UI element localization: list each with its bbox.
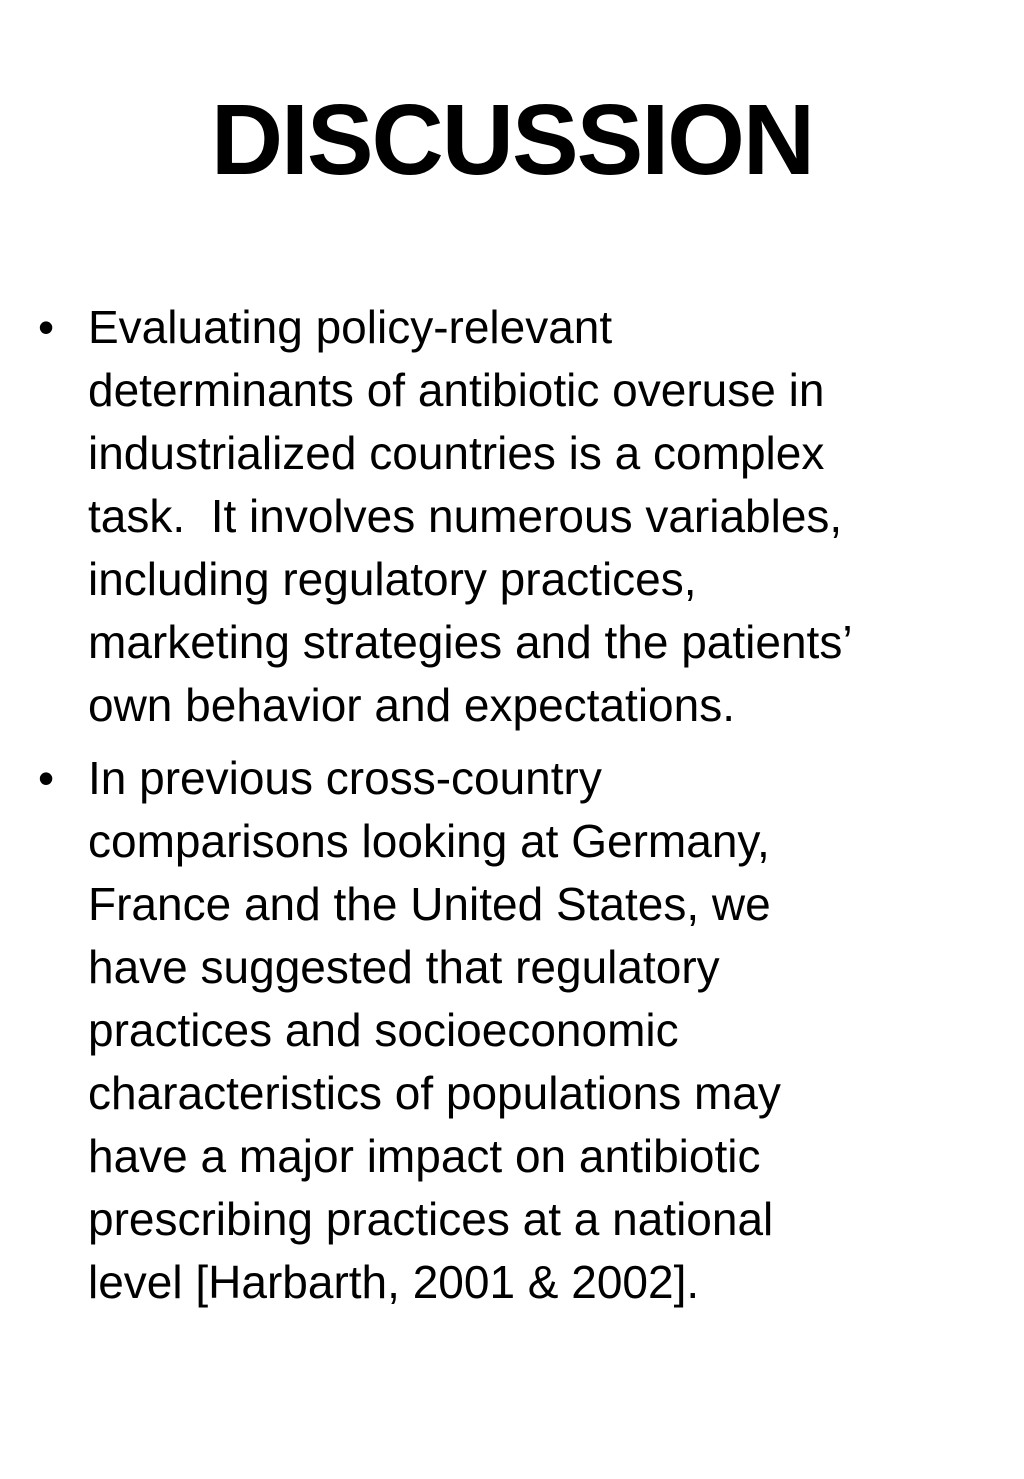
bullet-text-line: In previous cross-country — [88, 752, 602, 804]
bullet-text-line: comparisons looking at Germany, — [88, 815, 770, 867]
bullet-text-line: have suggested that regulatory — [88, 941, 720, 993]
bullet-text-line: industrialized countries is a complex — [88, 427, 825, 479]
bullet-text-line: level [Harbarth, 2001 & 2002]. — [88, 1256, 700, 1308]
bullet-text-line: prescribing practices at a national — [88, 1193, 774, 1245]
bullet-text-line: characteristics of populations may — [88, 1067, 781, 1119]
bullet-text-line: including regulatory practices, — [88, 553, 697, 605]
bullet-text-line: marketing strategies and the patients’ — [88, 616, 853, 668]
slide-title: DISCUSSION — [210, 84, 814, 196]
bullet-text-line: Evaluating policy-relevant — [88, 301, 613, 353]
bullet-marker: • — [38, 301, 55, 353]
bullet-text-line: own behavior and expectations. — [88, 679, 735, 731]
bullet-item — [36, 747, 996, 1314]
bullet-text-line: have a major impact on antibiotic — [88, 1130, 761, 1182]
bullet-text-line: task. It involves numerous variables, — [88, 490, 843, 542]
bullet-text-line: France and the United States, we — [88, 878, 771, 930]
bullet-item — [36, 296, 996, 737]
bullet-text-line: determinants of antibiotic overuse in — [88, 364, 825, 416]
bullet-list — [36, 296, 996, 1324]
bullet-text-line: practices and socioeconomic — [88, 1004, 679, 1056]
bullet-marker: • — [38, 752, 55, 804]
